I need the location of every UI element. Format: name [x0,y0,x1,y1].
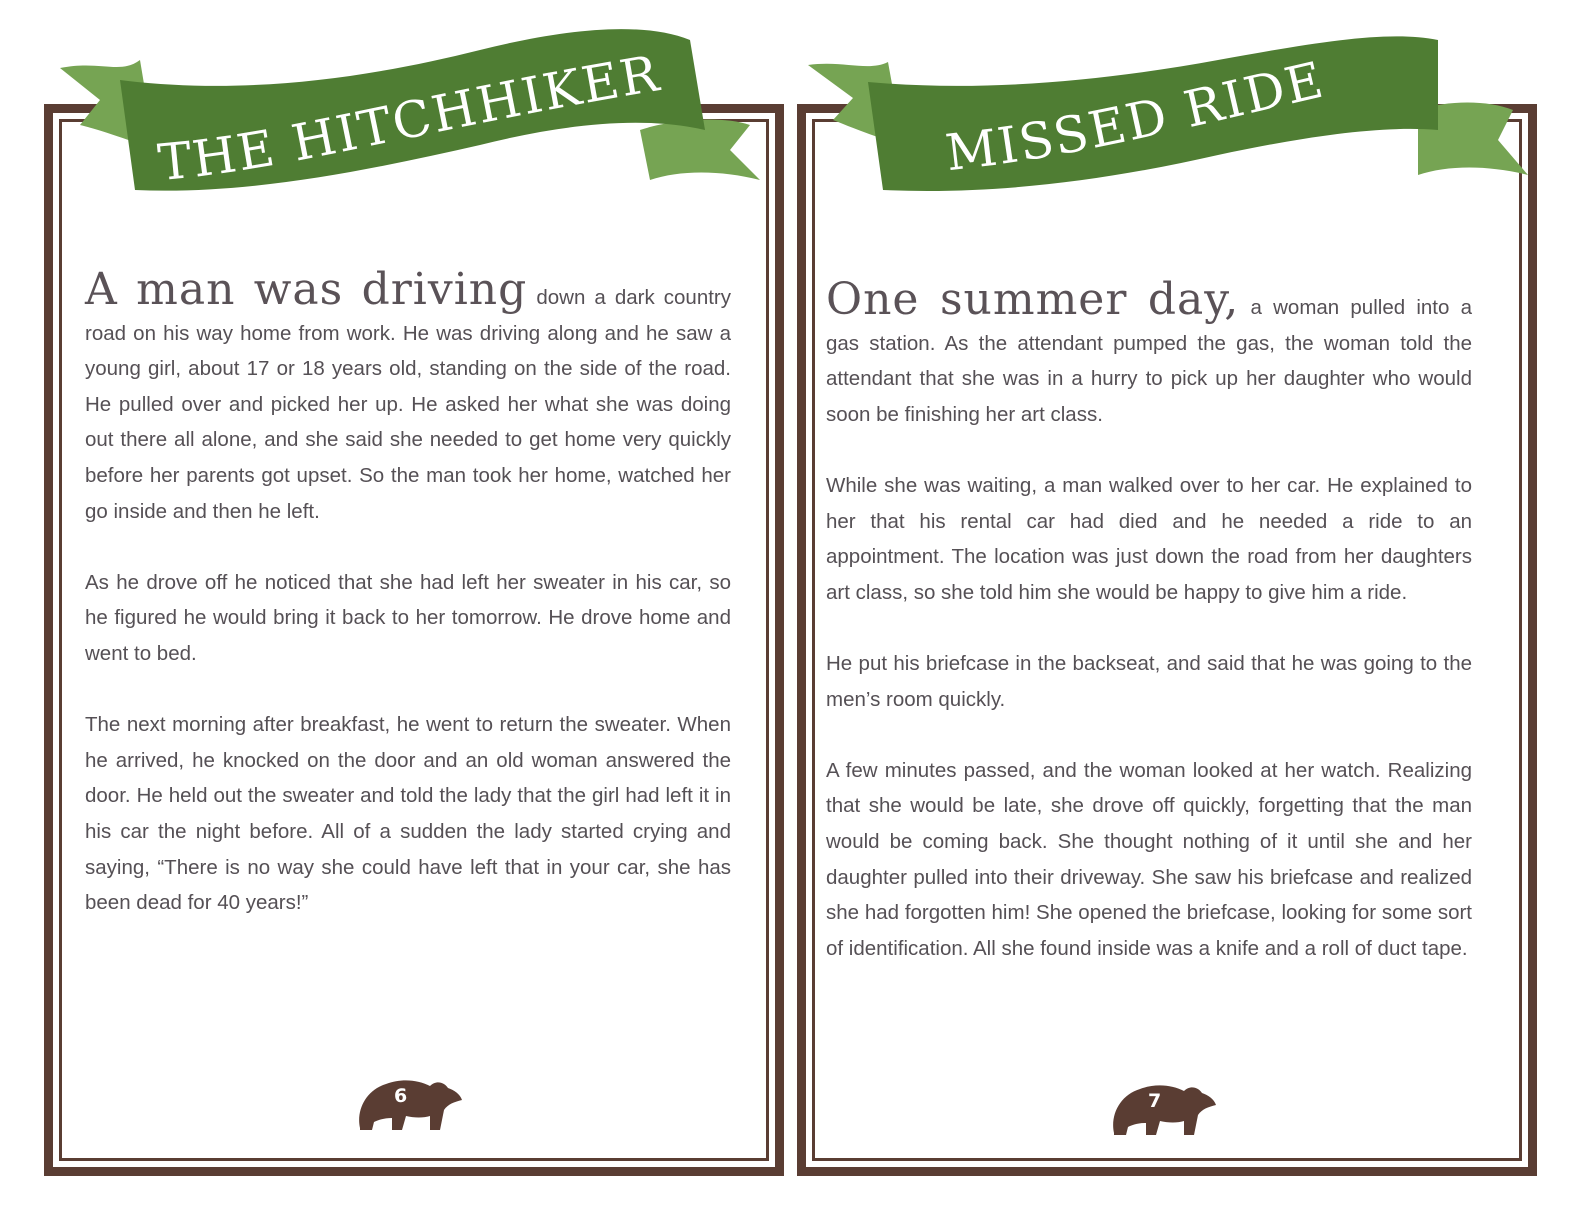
left-title-banner [40,20,780,220]
left-paragraph-1-text: down a dark country road on his way home from work. He was driving along and he saw a young girl, about 17 or 18 years old, standing on the side of the road. He pulled over and picked her up. He asked her what she was doing out there all alone, and she said she needed to get home very quickly before her parents got upset. So the man took her home, watched her go inside and then he left. [85,286,731,523]
right-paragraph-1-text: a woman pulled into a gas station. As the attendant pumped the gas, the woman told the attendant that she was in a hurry to pick up her daughter who would soon be finishing her art class. [826,296,1472,426]
left-paragraph-1 [85,264,731,529]
left-lead-text: A man was driving [85,264,528,315]
right-title: MISSED RIDE [942,50,1330,183]
right-paragraph-4: A few minutes passed, and the woman looked at her watch. Realizing that she would be late, she drove off quickly, forgetting that the man would be coming back. She thought nothing of it until she and her daughter pulled into their driveway. She saw his briefcase and realized she had forgotten him! She opened the briefcase, looking for some sort of identification. All she found inside was a knife and a roll of duct tape. [826,758,1472,960]
right-story [826,274,1472,1002]
bear-icon [1108,1075,1218,1139]
left-page-number: 6 [394,1085,408,1107]
right-page-number: 7 [1148,1090,1162,1112]
bear-icon [354,1070,464,1134]
left-story [85,264,731,956]
right-paragraph-1 [826,274,1472,432]
left-title: THE HITCHHIKER [155,44,665,193]
right-lead-text: One summer day, [826,274,1240,325]
right-paragraph-2: While she was waiting, a man walked over to her car. He explained to her that his rental car had died and he needed a ride to an appointment. The location was just down the road from her daughters art class, so she told him she would be happy to give him a ride. [826,473,1472,604]
right-paragraph-3: He put his briefcase in the backseat, and said that he was going to the men’s room quickly. [826,651,1472,711]
left-paragraph-3: The next morning after breakfast, he went to return the sweater. When he arrived, he knocked on the door and an old woman answered the door. He held out the sweater and told the lady that the girl had left it in his car the night before. All of a sudden the lady started crying and saying, “There is no way she could have left that in your car, she has been dead for 40 years!” [85,713,731,915]
right-title-banner [798,20,1538,220]
left-paragraph-2: As he drove off he noticed that she had left her sweater in his car, so he figured he would bring it back to her tomorrow. He drove home and went to bed. [85,570,731,665]
